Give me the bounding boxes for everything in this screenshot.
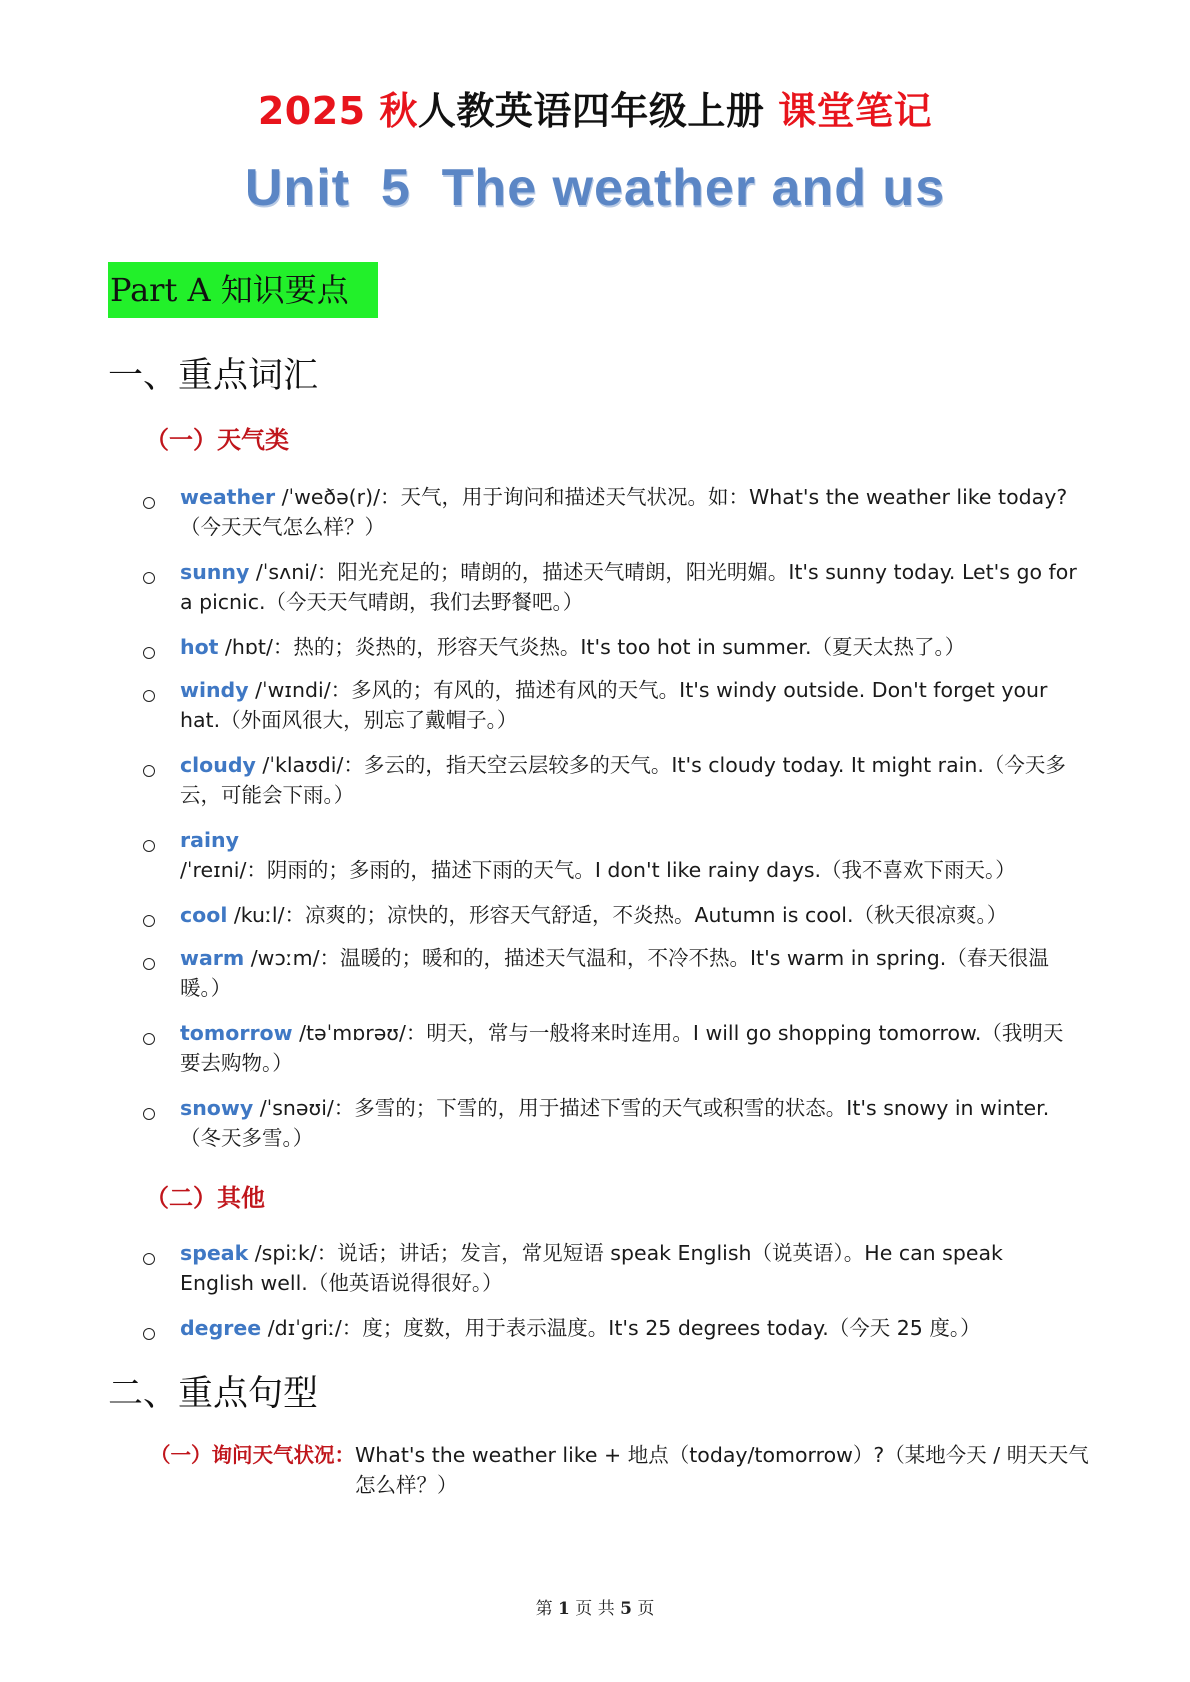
list-item [0,632,1190,675]
vocab-word: speak [180,1241,249,1265]
title-season: 秋 [379,89,418,133]
list-item [0,900,1190,943]
list-item [0,825,1190,900]
bullet-icon [143,1253,155,1265]
vocab-definition: /ˈweðə(r)/：天气，用于询问和描述天气状况。如：What's the weather like today?（今天天气怎么样？） [180,485,1068,539]
vocab-list-weather [0,482,1190,1168]
footer-prefix: 第 [535,1599,553,1619]
vocab-word: rainy [180,828,239,852]
vocab-definition: /təˈmɒrəʊ/：明天，常与一般将来时连用。I will go shopping tomorrow.（我明天要去购物。） [180,1021,1064,1075]
vocab-word: sunny [180,560,250,584]
page-footer [0,1594,1190,1619]
vocab-word: cloudy [180,753,256,777]
vocab-word: tomorrow [180,1021,293,1045]
list-item [0,943,1190,1018]
bullet-icon [143,1108,155,1120]
vocab-word: warm [180,946,245,970]
sentence-pattern-label: （一）询问天气状况： [150,1443,355,1467]
footer-page-number: 1 [558,1599,570,1619]
bullet-icon [143,497,155,509]
vocab-word: snowy [180,1096,254,1120]
footer-middle: 页 共 [575,1599,615,1619]
subsection-heading-other: （二）其他 [145,1184,265,1212]
vocab-definition: /ˈsʌni/：阳光充足的；晴朗的，描述天气晴朗，阳光明媚。It's sunny today. Let's go for a picnic.（今天天气晴朗，我们去野餐吧。） [180,560,1077,614]
vocab-definition: /ˈklaʊdi/：多云的，指天空云层较多的天气。It's cloudy today. It might rain.（今天多云，可能会下雨。） [180,753,1066,807]
list-item [0,1018,1190,1093]
vocab-word: cool [180,903,228,927]
title-notes: 课堂笔记 [778,89,933,133]
list-item [0,750,1190,825]
bullet-icon [143,1328,155,1340]
bullet-icon [143,647,155,659]
section-heading-sentences: 二、重点句型 [108,1374,319,1414]
list-item [0,675,1190,750]
footer-suffix: 页 [637,1599,655,1619]
vocab-definition: /hɒt/：热的；炎热的，形容天气炎热。It's too hot in summer.（夏天太热了。） [218,635,966,659]
footer-total-pages: 5 [620,1599,632,1619]
list-item [0,482,1190,557]
vocab-word: hot [180,635,219,659]
bullet-icon [143,690,155,702]
unit-title: Unit 5 The weather and us [244,159,946,217]
section-heading-vocab: 一、重点词汇 [108,356,319,396]
vocab-definition: /kuːl/：凉爽的；凉快的，形容天气舒适，不炎热。Autumn is cool.（秋天很凉爽。） [227,903,1008,927]
sentence-pattern-item [150,1440,1090,1500]
vocab-definition: /ˈwɪndi/：多风的；有风的，描述有风的天气。It's windy outside. Don't forget your hat.（外面风很大，别忘了戴帽子。） [180,678,1048,732]
vocab-list-other [0,1238,1190,1356]
sentence-pattern-body: What's the weather like + 地点（today/tomorrow）?（某地今天 / 明天天气怎么样？） [355,1443,1089,1497]
bullet-icon [143,572,155,584]
bullet-icon [143,765,155,777]
document-title [0,80,1190,135]
vocab-definition: /spiːk/：说话；讲话；发言，常见短语 speak English（说英语）。He can speak English well.（他英语说得很好。） [180,1241,1003,1295]
bullet-icon [143,1033,155,1045]
vocab-definition: /ˈreɪni/：阴雨的；多雨的，描述下雨的天气。I don't like rainy days.（我不喜欢下雨天。） [180,858,1016,882]
part-badge: Part A 知识要点 [108,262,378,318]
list-item [0,1313,1190,1356]
subsection-heading-weather: （一）天气类 [145,426,289,454]
list-item [0,1238,1190,1313]
vocab-definition: /dɪˈɡriː/：度；度数，用于表示温度。It's 25 degrees today.（今天 25 度。） [261,1316,981,1340]
title-middle: 人教英语四年级上册 [417,89,765,133]
vocab-definition: /wɔːm/：温暖的；暖和的，描述天气温和，不冷不热。It's warm in spring.（春天很温暖。） [180,946,1049,1000]
vocab-word: degree [180,1316,262,1340]
list-item [0,1093,1190,1168]
vocab-word: weather [180,485,276,509]
bullet-icon [143,915,155,927]
bullet-icon [143,958,155,970]
vocab-definition: /ˈsnəʊi/：多雪的；下雪的，用于描述下雪的天气或积雪的状态。It's snowy in winter.（冬天多雪。） [180,1096,1050,1150]
vocab-word: windy [180,678,249,702]
list-item [0,557,1190,632]
title-year: 2025 [257,89,366,133]
bullet-icon [143,840,155,852]
